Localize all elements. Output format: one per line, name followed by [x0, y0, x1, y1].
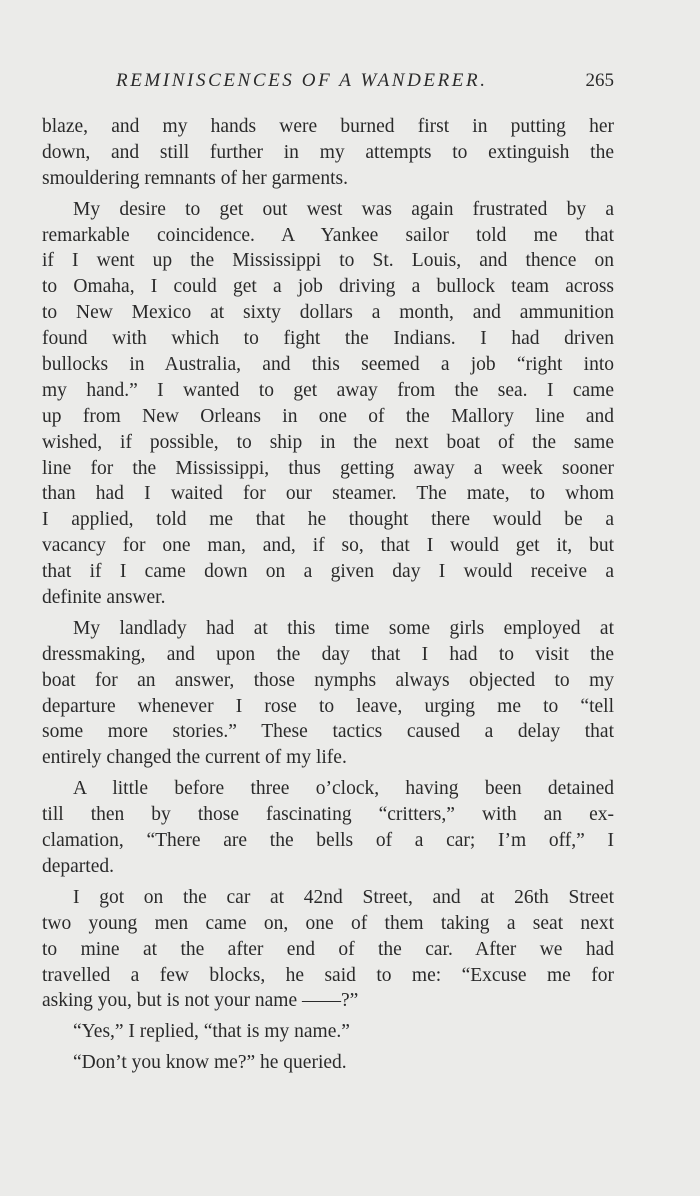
text-line: departed. [42, 855, 115, 877]
text-line: “Don’t you know me?” he queried. [73, 1052, 347, 1074]
text-line: vacancy for one man, and, if so, that I would get it, but [42, 535, 614, 557]
text-line: to mine at the after end of the car. After we had [42, 938, 614, 960]
text-line: bullocks in Australia, and this seemed a job “right into [42, 354, 614, 376]
text-line: entirely changed the current of my life. [42, 747, 347, 769]
text-line: line for the Mississippi, thus getting away a week sooner [42, 457, 614, 479]
text-line: I got on the car at 42nd Street, and at 26th Street [73, 886, 614, 908]
text-line: wished, if possible, to ship in the next boat of the same [42, 431, 614, 453]
text-line: “Yes,” I replied, “that is my name.” [73, 1021, 350, 1043]
text-line: my hand.” I wanted to get away from the sea. I came [42, 379, 614, 401]
text-line: if I went up the Mississippi to St. Louis, and thence on [42, 250, 614, 272]
text-line: that if I came down on a given day I would receive a [42, 561, 614, 583]
text-line: dressmaking, and upon the day that I had to visit the [42, 643, 614, 665]
text-line: some more stories.” These tactics caused a delay that [42, 721, 614, 743]
text-line: A little before three o’clock, having been detained [73, 778, 614, 800]
body-text [42, 114, 614, 1076]
text-line: departure whenever I rose to leave, urging me to “tell [42, 695, 614, 717]
text-line: two young men came on, one of them taking a seat next [42, 912, 614, 934]
paragraph [42, 114, 614, 192]
text-line: up from New Orleans in one of the Mallory line and [42, 405, 614, 427]
running-title: REMINISCENCES OF A WANDERER. [116, 70, 488, 91]
text-line: till then by those fascinating “critters,” with an ex- [42, 804, 614, 826]
text-line: My landlady had at this time some girls employed at [73, 617, 614, 639]
paragraph [42, 885, 614, 1014]
paragraph [42, 197, 614, 611]
text-line: remarkable coincidence. A Yankee sailor told me that [42, 224, 614, 246]
text-line: asking you, but is not your name ——?” [42, 990, 359, 1012]
text-line: down, and still further in my attempts to extinguish the [42, 141, 614, 163]
paragraph [42, 616, 614, 771]
paragraph [42, 1019, 614, 1045]
text-line: definite answer. [42, 587, 166, 609]
text-line: found with which to fight the Indians. I had driven [42, 328, 614, 350]
paragraph [42, 776, 614, 880]
text-line: clamation, “There are the bells of a car; I’m off,” I [42, 830, 614, 852]
text-line: to Omaha, I could get a job driving a bullock team across [42, 276, 614, 298]
text-line: to New Mexico at sixty dollars a month, and ammunition [42, 302, 614, 324]
text-line: than had I waited for our steamer. The mate, to whom [42, 483, 614, 505]
text-line: blaze, and my hands were burned first in putting her [42, 116, 614, 137]
paragraph [42, 1050, 614, 1076]
page-number: 265 [585, 70, 614, 91]
running-head [42, 70, 614, 94]
text-line: boat for an answer, those nymphs always objected to my [42, 669, 614, 691]
text-line: My desire to get out west was again frustrated by a [73, 198, 614, 220]
text-line: smouldering remnants of her garments. [42, 167, 348, 189]
text-line: I applied, told me that he thought there would be a [42, 509, 614, 531]
text-line: travelled a few blocks, he said to me: “Excuse me for [42, 964, 614, 986]
